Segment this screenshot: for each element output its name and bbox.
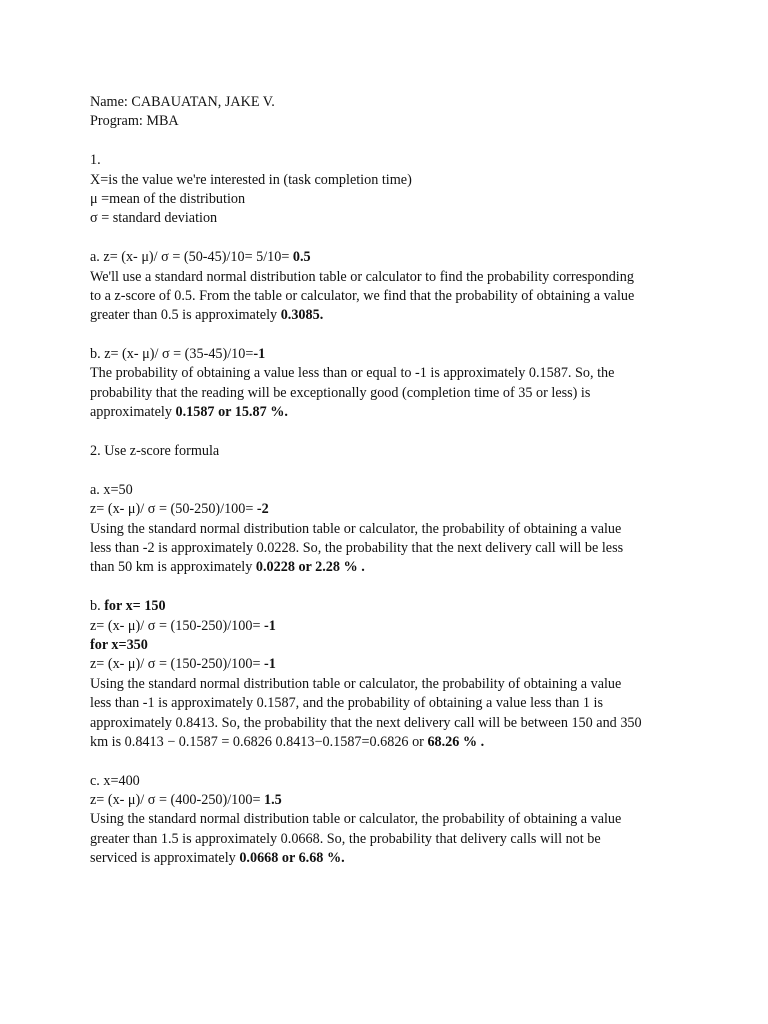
q2a-formula [90,500,690,519]
q1a-text-line: to a z-score of 0.5. From the table or calculator, we find that the probability of obtaining a value [90,287,635,304]
q2c-x-line: c. x=400 [90,772,140,789]
q2b-x-value: for x= 150 [104,598,166,615]
q2c-text-line: Using the standard normal distribution table or calculator, the probability of obtaining a value [90,811,622,828]
q2a-answer-text: than 50 km is approximately [90,559,256,576]
spacer [90,578,690,597]
q1b-answer [90,403,690,422]
q2c-formula-text: z= (x- μ)/ σ = (400-250)/100= [90,792,265,809]
q2b-formula-1-result: -1 [264,617,276,634]
q2c-answer-value: 0.0668 or 6.68 %. [239,850,345,867]
q2a-formula-result: -2 [256,501,269,518]
q2b-text-line: less than -1 is approximately 0.1587, and the probability of obtaining a value less than 1 is [90,695,604,712]
q2b-answer [90,733,690,752]
spacer [90,132,690,151]
spacer [90,461,690,480]
spacer [90,229,690,248]
q1a-answer [90,306,690,325]
q1a-formula-text: a. z= (x- μ)/ σ = (50-45)/10= 5/10= [90,249,293,266]
q2a-formula-text: z= (x- μ)/ σ = (50-250)/100= [90,501,257,518]
q2b-text-line: Using the standard normal distribution table or calculator, the probability of obtaining a value [90,675,622,692]
q1a-formula-result: 0.5 [292,249,311,266]
q2a-x-line: a. x=50 [90,481,133,498]
q2c-formula [90,791,690,810]
q2c-text-line: greater than 1.5 is approximately 0.0668. So, the probability that delivery calls will not be [90,830,601,847]
q2b-formula-1-text: z= (x- μ)/ σ = (150-250)/100= [90,617,265,634]
q2b-x-line [90,597,690,616]
q2b-x-prefix: b. [90,598,105,615]
q2c-answer-text: serviced is approximately [90,850,240,867]
q1b-formula-result: -1 [253,346,266,363]
q2b-formula-2-result: -1 [264,656,276,673]
q1-def-mu: μ =mean of the distribution [90,190,246,207]
student-name: Name: CABAUATAN, JAKE V. [90,94,275,110]
q2a-answer-value: 0.0228 or 2.28 % . [255,559,365,576]
q1-def-sigma: σ = standard deviation [90,210,218,227]
q1b-formula [90,345,690,364]
q1-def-x: X=is the value we're interested in (task completion time) [90,171,412,188]
q1a-formula [90,248,690,267]
document-body [90,93,690,869]
q2b-x2-value: for x=350 [90,636,148,653]
spacer [90,752,690,771]
q1-number: 1. [90,152,101,169]
q2b-answer-value: 68.26 % . [427,733,485,750]
spacer [90,326,690,345]
q1a-answer-text: greater than 0.5 is approximately [90,307,281,324]
q1b-answer-value: 0.1587 or 15.87 %. [175,404,288,421]
q1a-answer-value: 0.3085. [280,307,324,324]
q2b-answer-text: km is 0.8413 − 0.1587 = 0.6826 0.8413−0.1587=0.6826 or [90,733,428,750]
q2a-answer [90,558,690,577]
q1b-answer-text: approximately [90,404,176,421]
q1a-text-line: We'll use a standard normal distribution table or calculator to find the probability corresponding [90,268,634,285]
q2b-formula-2-text: z= (x- μ)/ σ = (150-250)/100= [90,656,265,673]
q1b-formula-text: b. z= (x- μ)/ σ = (35-45)/10= [90,346,254,363]
q2a-text-line: less than -2 is approximately 0.0228. So, the probability that the next delivery call will be less [90,539,624,556]
program: Program: MBA [90,113,179,130]
q2b-x2-line [90,636,690,655]
q2-heading: 2. Use z-score formula [90,443,220,460]
spacer [90,423,690,442]
q2c-formula-result: 1.5 [264,792,282,809]
q2b-formula-1 [90,617,690,636]
q1b-text-line: The probability of obtaining a value less than or equal to -1 is approximately 0.1587. So, the [90,365,615,382]
q2c-answer [90,849,690,868]
q1b-text-line: probability that the reading will be exceptionally good (completion time of 35 or less) is [90,384,591,401]
q2a-text-line: Using the standard normal distribution table or calculator, the probability of obtaining a value [90,520,622,537]
q2b-formula-2 [90,655,690,674]
q2b-text-line: approximately 0.8413. So, the probability that the next delivery call will be between 150 and 350 [90,714,642,731]
